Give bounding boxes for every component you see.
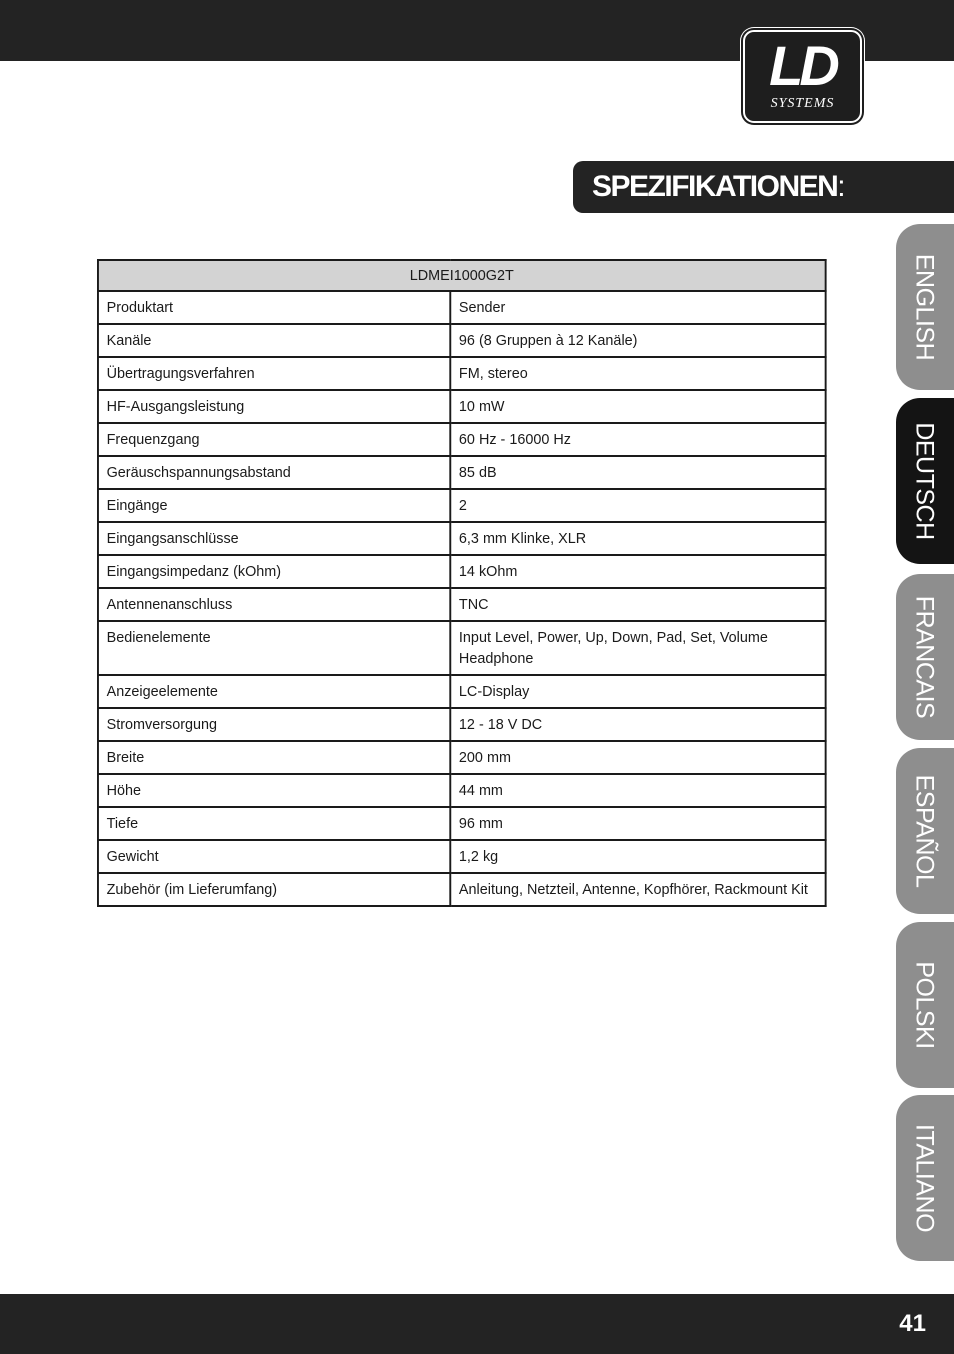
bottom-bar	[0, 1294, 954, 1354]
spec-label: Stromversorgung	[98, 708, 450, 741]
spec-label: Frequenzgang	[98, 423, 450, 456]
table-row	[98, 357, 826, 390]
spec-value: Sender	[450, 291, 825, 324]
table-row	[98, 708, 826, 741]
tab-label: ENGLISH	[910, 253, 939, 361]
section-title-text: SPEZIFIKATIONEN	[592, 170, 838, 203]
spec-value: 2	[450, 489, 825, 522]
spec-label: Gewicht	[98, 840, 450, 873]
spec-label: Höhe	[98, 774, 450, 807]
spec-label: Bedienelemente	[98, 621, 450, 675]
table-row	[98, 840, 826, 873]
spec-label: Zubehör (im Lieferumfang)	[98, 873, 450, 906]
tab-espanol[interactable]	[896, 748, 954, 914]
spec-table-header-row	[98, 260, 826, 291]
spec-value: 10 mW	[450, 390, 825, 423]
table-row	[98, 324, 826, 357]
table-row	[98, 675, 826, 708]
table-row	[98, 807, 826, 840]
tab-label: DEUTSCH	[910, 422, 939, 540]
table-row	[98, 588, 826, 621]
tab-label: ITALIANO	[910, 1123, 939, 1233]
spec-label: HF-Ausgangsleistung	[98, 390, 450, 423]
section-title	[592, 170, 846, 204]
tab-label: ESPAÑOL	[910, 774, 939, 888]
spec-label: Eingangsimpedanz (kOhm)	[98, 555, 450, 588]
spec-label: Eingänge	[98, 489, 450, 522]
table-row	[98, 873, 826, 906]
spec-table	[97, 259, 827, 907]
table-row	[98, 555, 826, 588]
spec-value: Anleitung, Netzteil, Antenne, Kopfhörer, Rackmount Kit	[450, 873, 825, 906]
spec-label: Geräuschspannungsabstand	[98, 456, 450, 489]
spec-value: 96 (8 Gruppen à 12 Kanäle)	[450, 324, 825, 357]
spec-value: 6,3 mm Klinke, XLR	[450, 522, 825, 555]
spec-value: 14 kOhm	[450, 555, 825, 588]
tab-polski[interactable]	[896, 922, 954, 1088]
table-row	[98, 456, 826, 489]
tab-label: POLSKI	[910, 961, 939, 1049]
tab-deutsch[interactable]	[896, 398, 954, 564]
section-heading	[573, 161, 954, 213]
tab-label: FRANCAIS	[910, 595, 939, 719]
spec-label: Tiefe	[98, 807, 450, 840]
ld-systems-logo	[740, 27, 865, 126]
spec-value: LC-Display	[450, 675, 825, 708]
model-name: LDMEI1000G2T	[98, 260, 826, 291]
spec-label: Übertragungsverfahren	[98, 357, 450, 390]
logo-sub: SYSTEMS	[770, 96, 835, 111]
table-row	[98, 522, 826, 555]
logo-badge	[743, 30, 862, 123]
spec-label: Eingangsanschlüsse	[98, 522, 450, 555]
section-title-colon: :	[837, 170, 846, 203]
table-row	[98, 621, 826, 675]
spec-value: TNC	[450, 588, 825, 621]
page-number: 41	[899, 1310, 926, 1337]
spec-label: Anzeigeelemente	[98, 675, 450, 708]
logo-brand: LD	[769, 34, 836, 97]
tab-francais[interactable]	[896, 574, 954, 740]
table-row	[98, 390, 826, 423]
spec-label: Antennenanschluss	[98, 588, 450, 621]
tab-english[interactable]	[896, 224, 954, 390]
table-row	[98, 774, 826, 807]
spec-label: Produktart	[98, 291, 450, 324]
spec-value: Input Level, Power, Up, Down, Pad, Set, Volume Headphone	[450, 621, 825, 675]
spec-label: Kanäle	[98, 324, 450, 357]
table-row	[98, 291, 826, 324]
spec-label: Breite	[98, 741, 450, 774]
tab-italiano[interactable]	[896, 1095, 954, 1261]
spec-value: 1,2 kg	[450, 840, 825, 873]
spec-value: 12 - 18 V DC	[450, 708, 825, 741]
table-row	[98, 423, 826, 456]
spec-value: FM, stereo	[450, 357, 825, 390]
spec-value: 96 mm	[450, 807, 825, 840]
spec-value: 44 mm	[450, 774, 825, 807]
spec-value: 85 dB	[450, 456, 825, 489]
table-row	[98, 741, 826, 774]
spec-value: 200 mm	[450, 741, 825, 774]
spec-value: 60 Hz - 16000 Hz	[450, 423, 825, 456]
table-row	[98, 489, 826, 522]
spec-table-body	[98, 291, 826, 906]
